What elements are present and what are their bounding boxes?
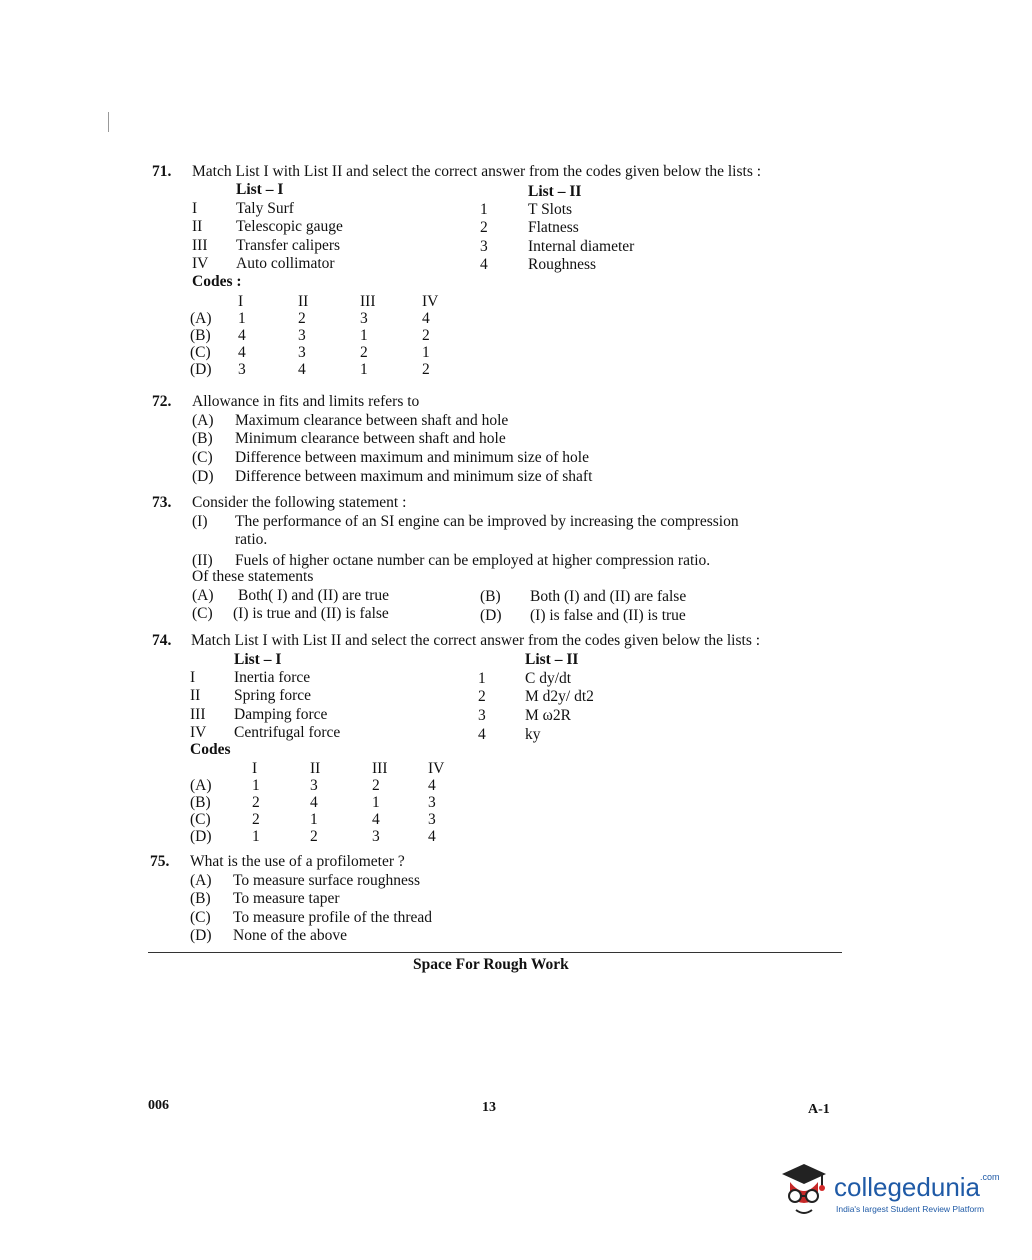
codes-header-row [190, 760, 444, 777]
q71-number: 71. [152, 163, 172, 180]
code-value: 3 [310, 777, 318, 794]
q71-list2-num: 3 [480, 238, 488, 255]
q75-option-text: To measure taper [233, 890, 340, 907]
q71-list1-item: Transfer calipers [236, 237, 341, 254]
code-value: 1 [360, 327, 368, 344]
q75-option-text: To measure surface roughness [233, 872, 420, 889]
q71-list2-num: 4 [480, 256, 488, 273]
q71-codes-label: Codes : [192, 273, 242, 290]
q71-list2-num: 1 [480, 201, 488, 218]
q71-list1-num: II [192, 218, 203, 235]
q71-list1-num: III [192, 237, 208, 254]
code-value: 3 [372, 828, 380, 845]
code-header: III [372, 760, 388, 777]
q75-option-label: (A) [190, 872, 212, 889]
q74-codes-label: Codes [190, 741, 231, 758]
q71-list1-num: IV [192, 255, 209, 272]
q72-option-label: (C) [192, 449, 213, 466]
codes-row [190, 344, 438, 361]
q73-option-text: Both( I) and (II) are true [238, 587, 390, 604]
q73-option-text: (I) is true and (II) is false [233, 605, 389, 622]
q71-list2-item: Roughness [528, 256, 597, 273]
collegedunia-logo-name: collegedunia$^{.com}$ [834, 1172, 1000, 1202]
codes-row [190, 310, 438, 327]
code-value: 3 [360, 310, 368, 327]
codes-row [190, 777, 444, 794]
code-value: 4 [238, 344, 246, 361]
code-value: 1 [238, 310, 246, 327]
q71-list2-num: 2 [480, 219, 488, 236]
code-option: (C) [190, 811, 211, 828]
q74-list2-num: 3 [478, 707, 486, 724]
q74-list2-num: 1 [478, 670, 486, 687]
q74-list1-item: Inertia force [234, 669, 311, 686]
code-value: 1 [252, 777, 260, 794]
code-value: 2 [252, 811, 260, 828]
q72-text: Allowance in fits and limits refers to [192, 393, 420, 410]
q71-list2-item: Flatness [528, 219, 579, 236]
q71-list1-item: Taly Surf [236, 200, 294, 217]
footer-code: 006 [148, 1098, 169, 1113]
rough-work-label: Space For Rough Work [413, 956, 569, 973]
code-value: 4 [422, 310, 430, 327]
q74-list1-num: II [190, 687, 201, 704]
q74-text: Match List I with List II and select the correct answer from the codes given below the lists : [191, 632, 761, 649]
code-value: 3 [298, 344, 306, 361]
q74-list2-item: M ω2R [525, 707, 571, 724]
margin-mark [108, 112, 109, 132]
code-value: 4 [372, 811, 380, 828]
q73-s2-text: Fuels of higher octane number can be employed at higher compression ratio. [235, 552, 711, 569]
q75-option-label: (B) [190, 890, 211, 907]
q73-option-label: (A) [192, 587, 214, 604]
code-value: 3 [298, 327, 306, 344]
q72-option-text: Difference between maximum and minimum size of hole [235, 449, 589, 466]
code-value: 1 [360, 361, 368, 378]
q73-number: 73. [152, 494, 172, 511]
q74-list2-item: C dy/dt [525, 670, 572, 687]
q74-list1-num: I [190, 669, 196, 686]
q71-text: Match List I with List II and select the correct answer from the codes given below the lists : [192, 163, 762, 180]
page-number: 13 [482, 1100, 496, 1115]
q71-codes-table [190, 293, 438, 378]
code-value: 1 [372, 794, 380, 811]
code-value: 3 [238, 361, 246, 378]
code-value: 3 [428, 811, 436, 828]
code-header: I [238, 293, 244, 310]
collegedunia-logo-icon [776, 1160, 832, 1222]
q71-list1-item: Auto collimator [236, 255, 335, 272]
q75-option-text: To measure profile of the thread [233, 909, 433, 926]
code-value: 4 [310, 794, 318, 811]
codes-row [190, 327, 438, 344]
q73-s1-label: (I) [192, 513, 208, 530]
code-header: II [310, 760, 321, 777]
q72-option-label: (A) [192, 412, 214, 429]
code-value: 2 [422, 327, 430, 344]
q71-list2-item: T Slots [528, 201, 573, 218]
q73-option-text: (I) is false and (II) is true [530, 607, 686, 624]
code-option: (A) [190, 310, 212, 327]
q74-list1-item: Spring force [234, 687, 312, 704]
collegedunia-tagline: India's largest Student Review Platform [836, 1204, 985, 1214]
q74-number: 74. [152, 632, 172, 649]
q72-option-label: (D) [192, 468, 214, 485]
q74-list2-num: 4 [478, 726, 486, 743]
footer-series: A-1 [808, 1102, 830, 1117]
q74-list1-item: Centrifugal force [234, 724, 341, 741]
q74-list2-num: 2 [478, 688, 486, 705]
q74-list1-item: Damping force [234, 706, 328, 723]
q71-list2-title: List – II [528, 183, 582, 200]
code-value: 3 [428, 794, 436, 811]
codes-row [190, 828, 444, 845]
codes-row [190, 811, 444, 828]
code-header: IV [422, 293, 439, 310]
code-option: (D) [190, 828, 212, 845]
q73-s2-label: (II) [192, 552, 213, 569]
q73-text: Consider the following statement : [192, 494, 407, 511]
codes-row [190, 361, 438, 378]
code-value: 2 [360, 344, 368, 361]
q72-option-label: (B) [192, 430, 213, 447]
q71-list2-item: Internal diameter [528, 238, 635, 255]
q74-list1-num: III [190, 706, 206, 723]
q75-text: What is the use of a profilometer ? [190, 853, 405, 870]
q74-list2-title: List – II [525, 651, 579, 668]
code-option: (B) [190, 327, 211, 344]
q73-of-these: Of these statements [192, 568, 314, 585]
q73-option-label: (C) [192, 605, 213, 622]
code-value: 2 [310, 828, 318, 845]
code-value: 2 [422, 361, 430, 378]
q71-list1-title: List – I [236, 181, 284, 198]
code-value: 4 [428, 777, 436, 794]
code-value: 2 [372, 777, 380, 794]
code-value: 4 [428, 828, 436, 845]
code-option: (A) [190, 777, 212, 794]
code-value: 1 [422, 344, 430, 361]
q75-option-text: None of the above [233, 927, 348, 944]
q73-s1-line1: The performance of an SI engine can be improved by increasing the compression [235, 513, 739, 530]
code-header: I [252, 760, 258, 777]
q74-list1-num: IV [190, 724, 207, 741]
code-value: 2 [252, 794, 260, 811]
q74-list1-title: List – I [234, 651, 282, 668]
code-value: 1 [310, 811, 318, 828]
q73-s1-line2: ratio. [235, 531, 268, 548]
q75-option-label: (C) [190, 909, 211, 926]
q72-option-text: Maximum clearance between shaft and hole [235, 412, 509, 429]
code-option: (B) [190, 794, 211, 811]
divider-line [148, 952, 842, 953]
codes-row [190, 794, 444, 811]
q73-option-text: Both (I) and (II) are false [530, 588, 687, 605]
q71-list1-num: I [192, 200, 198, 217]
code-value: 1 [252, 828, 260, 845]
q74-list2-item: M d2y/ dt2 [525, 688, 594, 705]
code-value: 2 [298, 310, 306, 327]
q72-number: 72. [152, 393, 172, 410]
q73-option-label: (D) [480, 607, 502, 624]
code-header: III [360, 293, 376, 310]
q71-list1-item: Telescopic gauge [236, 218, 343, 235]
q75-option-label: (D) [190, 927, 212, 944]
code-value: 4 [238, 327, 246, 344]
code-option: (D) [190, 361, 212, 378]
q74-codes-table [190, 760, 444, 845]
q72-option-text: Difference between maximum and minimum size of shaft [235, 468, 593, 485]
q73-option-label: (B) [480, 588, 501, 605]
code-header: II [298, 293, 309, 310]
q75-number: 75. [150, 853, 170, 870]
code-option: (C) [190, 344, 211, 361]
codes-header-row [190, 293, 438, 310]
code-value: 4 [298, 361, 306, 378]
code-header: IV [428, 760, 445, 777]
q72-option-text: Minimum clearance between shaft and hole [235, 430, 506, 447]
q74-list2-item: ky [525, 726, 541, 743]
